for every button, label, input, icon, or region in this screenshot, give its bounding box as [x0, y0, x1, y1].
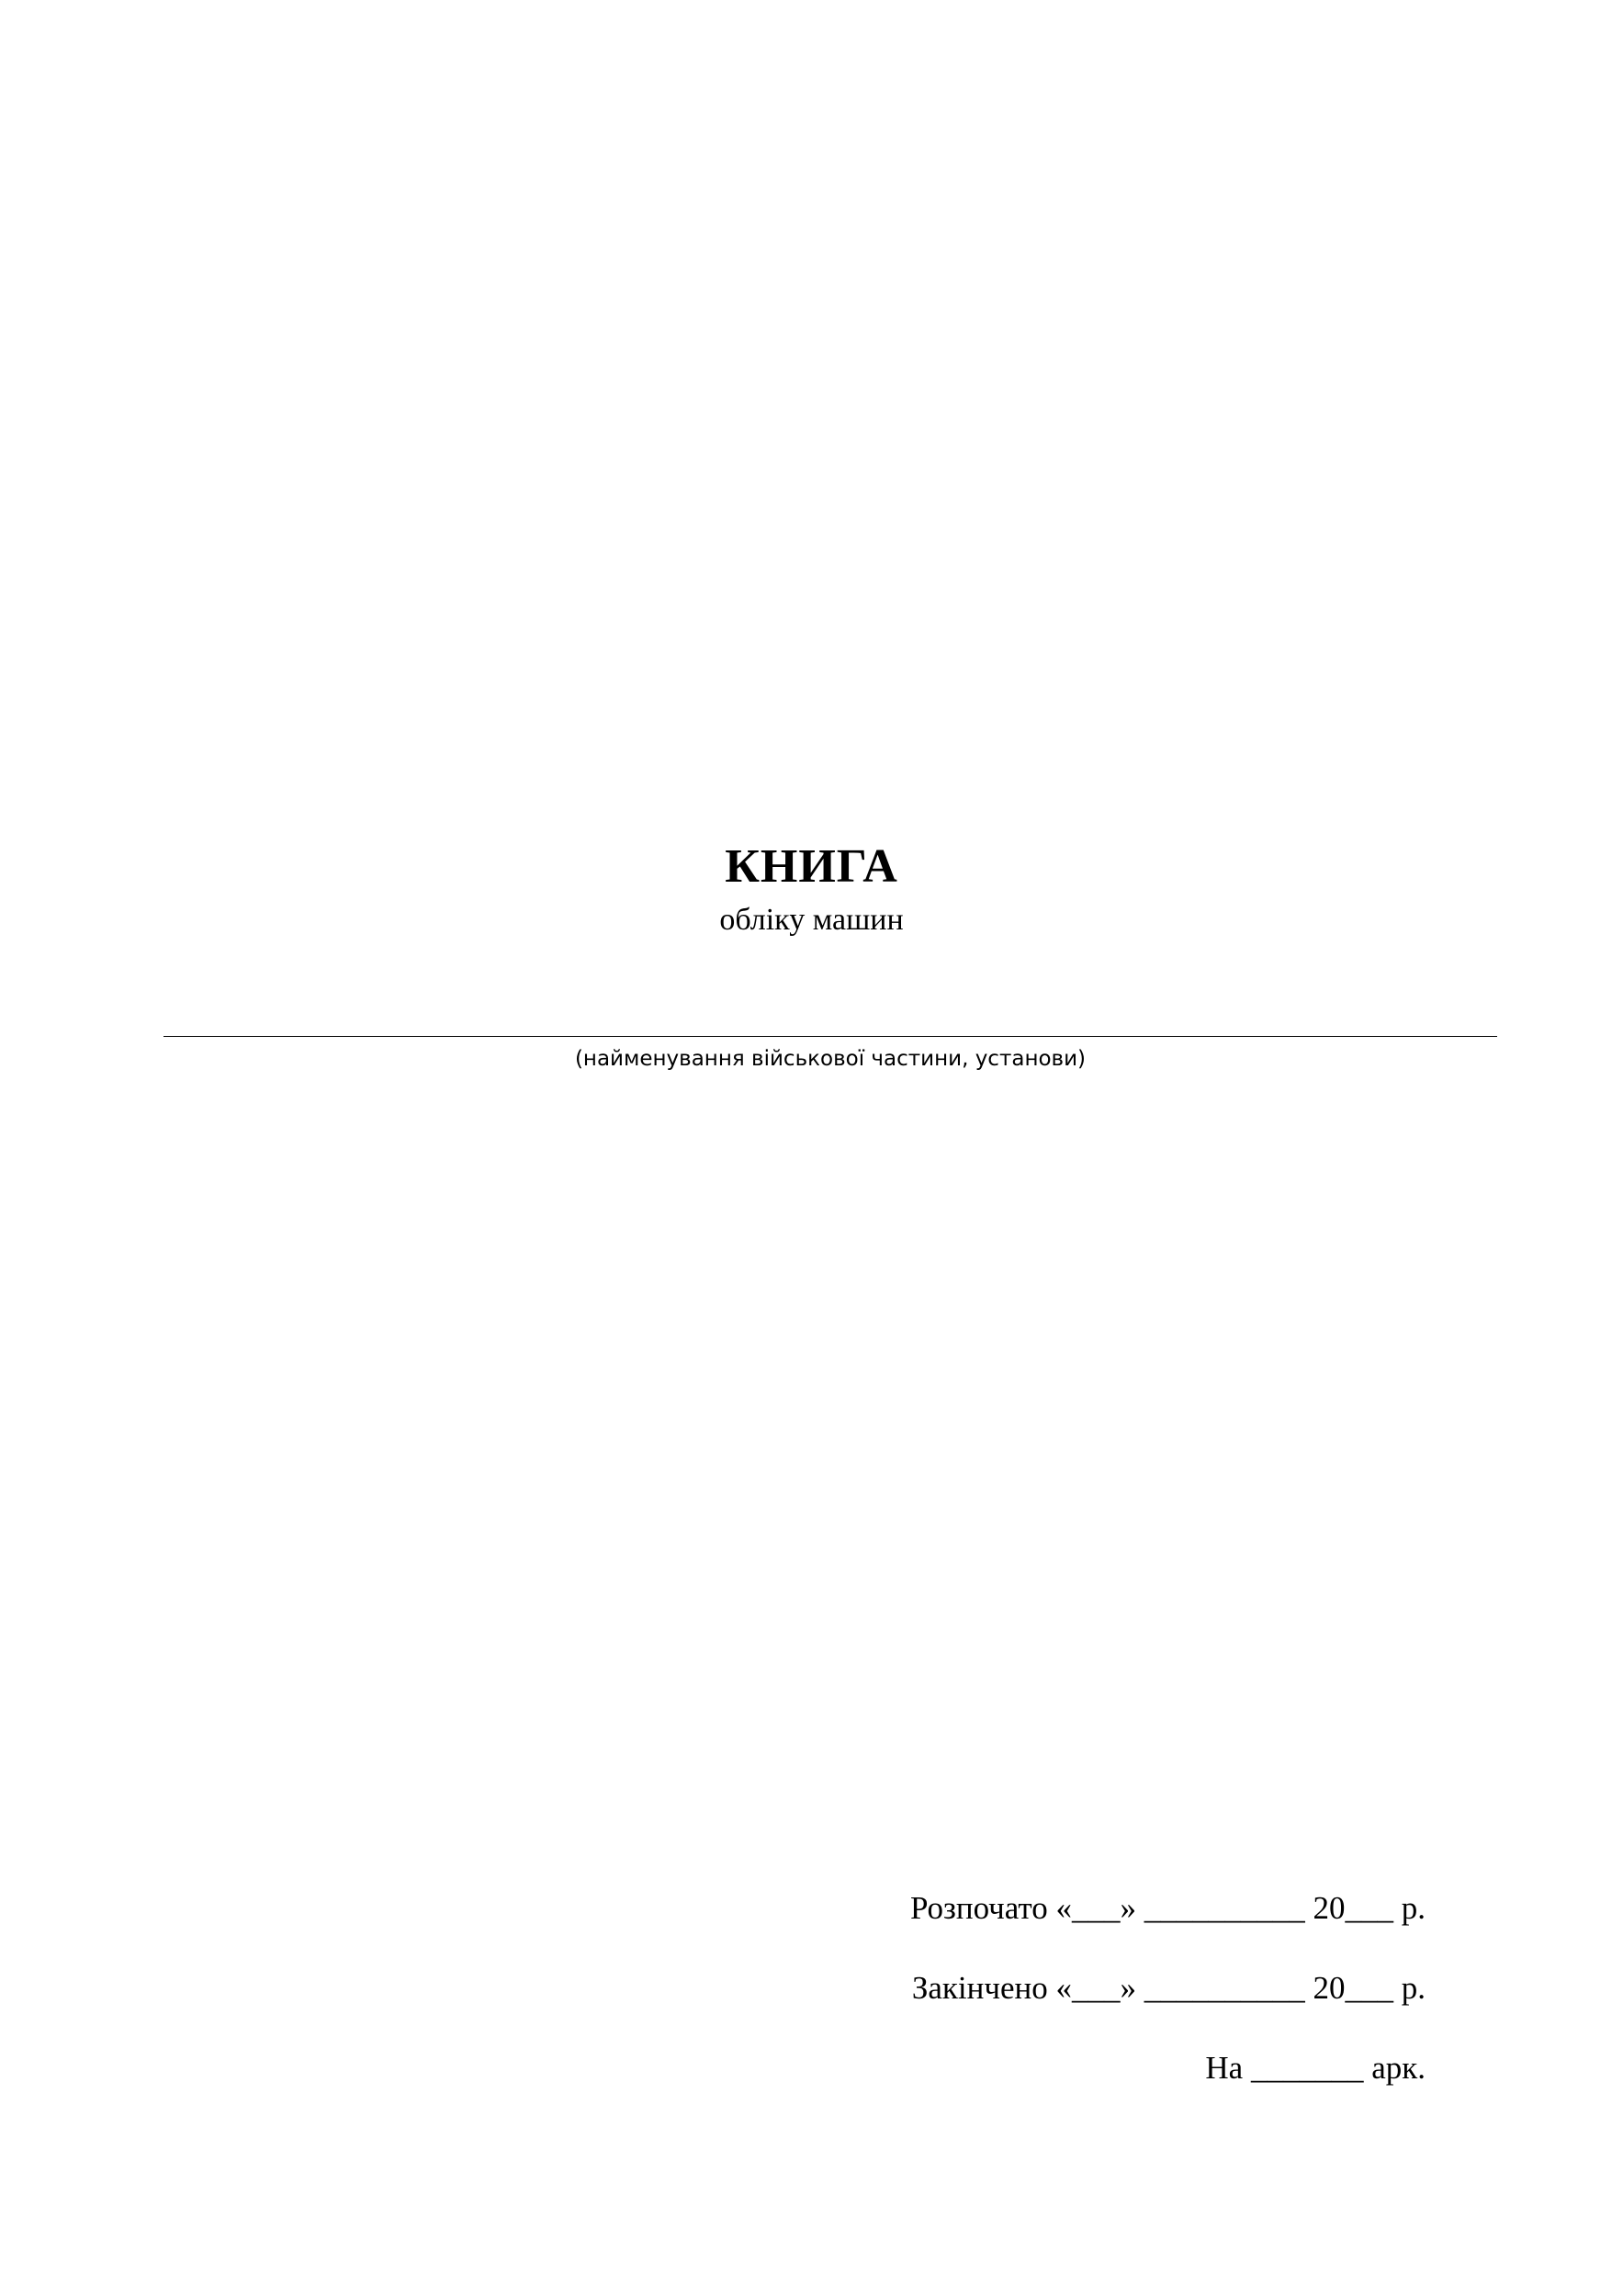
field-started: Розпочато «___» __________ 20___ р.	[909, 1890, 1426, 1926]
unit-name-rule	[163, 1036, 1497, 1037]
page-title: КНИГА	[725, 840, 898, 893]
date-fields-block	[0, 1892, 1623, 2084]
unit-name-caption: (найменування військової частини, установи)	[574, 1047, 1087, 1071]
page-subtitle: обліку машин	[719, 903, 904, 938]
field-finished: Закінчено «___» __________ 20___ р.	[911, 1970, 1426, 2006]
unit-name-block	[163, 1036, 1497, 1074]
title-block	[0, 840, 1623, 940]
field-sheet-count: На _______ арк.	[1205, 2050, 1426, 2086]
